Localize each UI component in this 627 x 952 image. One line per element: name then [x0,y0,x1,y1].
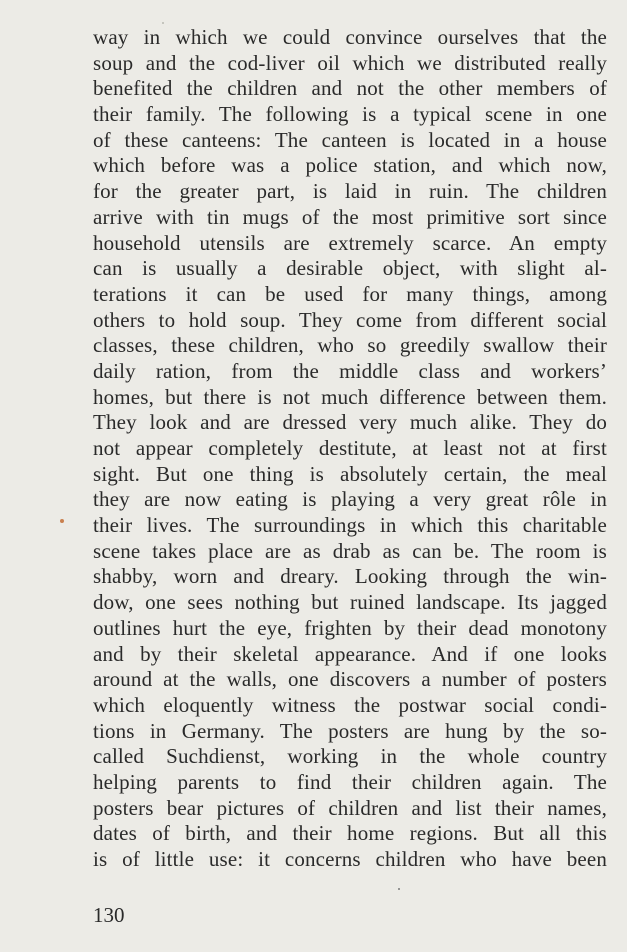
text-line: and by their skeletal appearance. And if one looks [93,641,607,666]
text-line: classes, these children, who so greedily swallow their [93,333,607,358]
text-line: for the greater part, is laid in ruin. The children [93,179,607,204]
text-line: scene takes place are as drab as can be. The room is [93,538,607,563]
text-line: daily ration, from the middle class and workers’ [93,358,607,383]
text-line: of these canteens: The canteen is located in a house [93,127,607,152]
paper-speck [162,22,164,24]
text-line: is of little use: it concerns children who have been [93,847,607,871]
text-line: their lives. The surroundings in which this charitable [93,513,607,538]
paper-speck [398,888,400,890]
text-line: terations it can be used for many things, among [93,281,607,306]
text-line: which eloquently witness the postwar social condi- [93,692,607,717]
page-number: 130 [93,903,125,927]
body-text [93,25,607,873]
text-line: sight. But one thing is absolutely certain, the meal [93,461,607,486]
paper-speck [60,519,64,523]
text-line: shabby, worn and dreary. Looking through the win- [93,564,607,589]
text-line: dow, one sees nothing but ruined landscape. Its jagged [93,590,607,615]
text-line: their family. The following is a typical scene in one [93,102,607,127]
text-line: not appear completely destitute, at least not at first [93,436,607,460]
text-line: way in which we could convince ourselves that the [93,25,607,49]
text-line: called Suchdienst, working in the whole country [93,744,607,769]
text-line: arrive with tin mugs of the most primitive sort since [93,204,607,229]
text-line: around at the walls, one discovers a number of posters [93,667,607,692]
text-line: can is usually a desirable object, with slight al- [93,256,607,281]
text-line: posters bear pictures of children and list their names, [93,795,607,820]
text-line: they are now eating is playing a very great rôle in [93,487,607,512]
text-line: household utensils are extremely scarce. An empty [93,230,607,255]
text-line: They look and are dressed very much alike. They do [93,410,607,435]
text-line: tions in Germany. The posters are hung by the so- [93,718,607,743]
text-line: others to hold soup. They come from different social [93,307,607,332]
text-line: dates of birth, and their home regions. But all this [93,821,607,846]
text-line: helping parents to find their children again. The [93,769,607,794]
text-line: outlines hurt the eye, frighten by their dead monotony [93,615,607,640]
text-line: soup and the cod-liver oil which we distributed really [93,50,607,75]
text-line: benefited the children and not the other members of [93,76,607,101]
text-line: which before was a police station, and which now, [93,153,607,178]
text-line: homes, but there is not much difference between them. [93,384,607,409]
